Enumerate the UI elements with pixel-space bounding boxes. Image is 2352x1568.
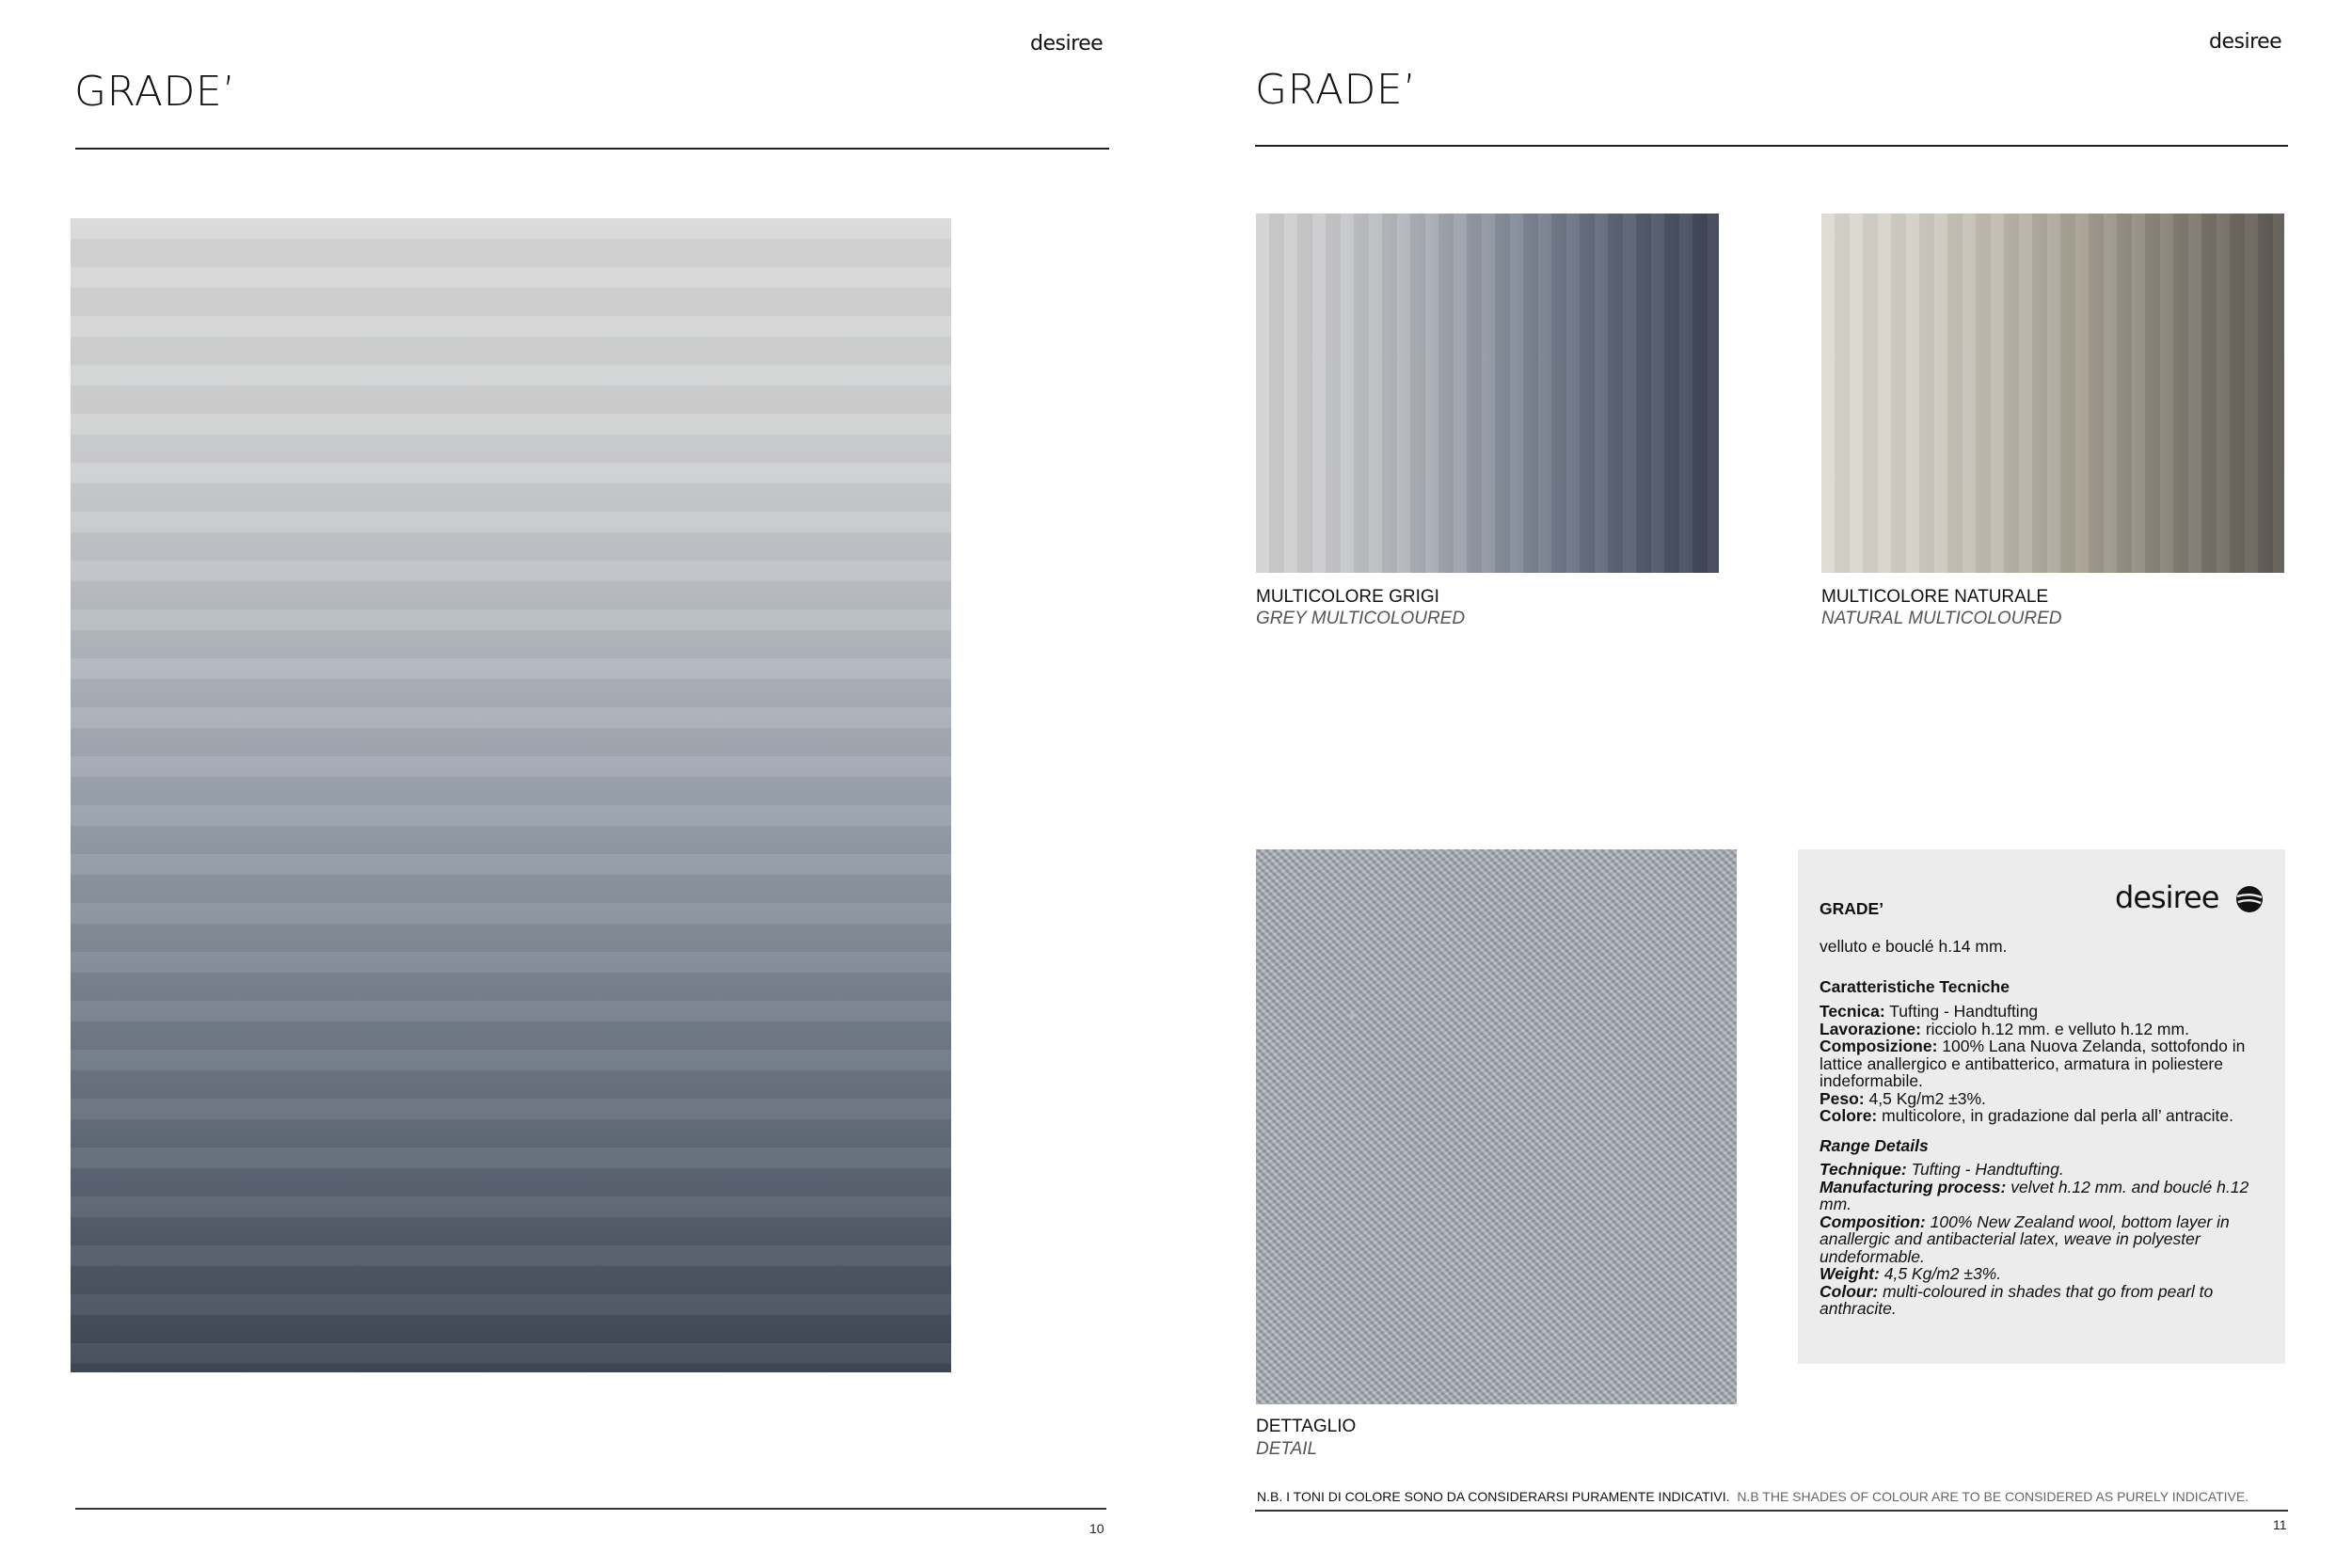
colour-disclaimer-en: N.B THE SHADES OF COLOUR ARE TO BE CONSIDERED AS PURELY INDICATIVE. [1737, 1489, 2249, 1504]
spec-en-item-process [1820, 1179, 2252, 1213]
variant-natural-name-it: MULTICOLORE NATURALE [1821, 587, 2049, 607]
brand-logo-right: desiree [2209, 30, 2282, 54]
colour-disclaimer [1257, 1489, 2249, 1504]
detail-name-en: DETAIL [1256, 1439, 1318, 1459]
rug-detail-image [1256, 849, 1737, 1404]
spec-logo: desiree [2115, 879, 2219, 915]
spec-en-heading: Range Details [1820, 1136, 1929, 1155]
spec-en-item-composition [1820, 1213, 2252, 1266]
brand-logo-left: desiree [1030, 32, 1104, 55]
spec-value: multi-coloured in shades that go from pearl to anthracite. [1820, 1281, 2214, 1318]
spec-it-item-colour [1820, 1107, 2262, 1125]
spec-it-item-process [1820, 1021, 2262, 1038]
spec-label: Colour: [1820, 1281, 1879, 1301]
spec-it-item-composition [1820, 1037, 2262, 1090]
spec-en-item-colour [1820, 1283, 2252, 1318]
spec-value: ricciolo h.12 mm. e velluto h.12 mm. [1925, 1019, 2189, 1038]
spec-value: 4,5 Kg/m2 ±3%. [1868, 1088, 1986, 1108]
spec-value: 4,5 Kg/m2 ±3%. [1883, 1264, 2002, 1283]
spec-label: Peso: [1820, 1088, 1865, 1108]
spec-label: Colore: [1820, 1106, 1878, 1125]
footer-rule-left [75, 1508, 1106, 1510]
page-title-left: GRADE’ [74, 68, 236, 116]
rug-image-main [71, 218, 951, 1372]
spec-value: 100% New Zealand wool, bottom layer in anallergic and antibacterial latex, weave in polyester undeformable. [1820, 1212, 2230, 1266]
header-rule-left [75, 148, 1109, 150]
spec-value: Tufting - Handtufting. [1911, 1160, 2064, 1179]
spec-product-name: GRADE’ [1820, 899, 1884, 918]
spec-label: Lavorazione: [1820, 1019, 1921, 1038]
header-rule-right [1255, 145, 2288, 147]
spec-label: Composition: [1820, 1212, 1926, 1231]
page-number-right: 11 [2273, 1517, 2287, 1532]
spec-value: velvet h.12 mm. and bouclé h.12 mm. [1820, 1177, 2249, 1213]
spec-en-item-technique [1820, 1161, 2252, 1179]
variant-grey-name-en: GREY MULTICOLOURED [1256, 609, 1466, 628]
spec-label: Technique: [1820, 1160, 1907, 1179]
rug-variant-natural-image [1821, 214, 2284, 573]
spec-label: Manufacturing process: [1820, 1177, 2007, 1196]
variant-natural-name-en: NATURAL MULTICOLOURED [1821, 609, 2062, 628]
detail-name-it: DETTAGLIO [1256, 1417, 1357, 1436]
spec-it-item-technique [1820, 1003, 2262, 1021]
spec-subtitle: velluto e bouclé h.14 mm. [1820, 937, 2008, 956]
spec-en-list [1820, 1161, 2252, 1318]
variant-grey-name-it: MULTICOLORE GRIGI [1256, 587, 1439, 607]
spec-card [1798, 849, 2285, 1364]
spec-label: Weight: [1820, 1264, 1880, 1283]
spec-it-item-weight [1820, 1090, 2262, 1108]
spec-value: 100% Lana Nuova Zelanda, sottofondo in lattice anallergico e antibatterico, armatura in poliestere indeformabile. [1820, 1037, 2246, 1090]
footer-rule-right [1255, 1510, 2288, 1512]
spec-value: Tufting - Handtufting [1889, 1002, 2039, 1021]
spec-value: multicolore, in gradazione dal perla all’ antracite. [1882, 1106, 2233, 1125]
colour-disclaimer-it: N.B. I TONI DI COLORE SONO DA CONSIDERARSI PURAMENTE INDICATIVI. [1257, 1489, 1730, 1504]
page-number-left: 10 [1089, 1521, 1104, 1536]
spec-en-item-weight [1820, 1265, 2252, 1283]
spec-it-heading: Caratteristiche Tecniche [1820, 977, 2010, 996]
spec-it-list [1820, 1003, 2262, 1125]
rug-variant-grey-image [1256, 214, 1719, 573]
page-title-right: GRADE’ [1255, 66, 1417, 114]
desiree-mark-icon [2235, 885, 2264, 913]
spec-label: Composizione: [1820, 1037, 1938, 1055]
spec-label: Tecnica: [1820, 1002, 1885, 1021]
